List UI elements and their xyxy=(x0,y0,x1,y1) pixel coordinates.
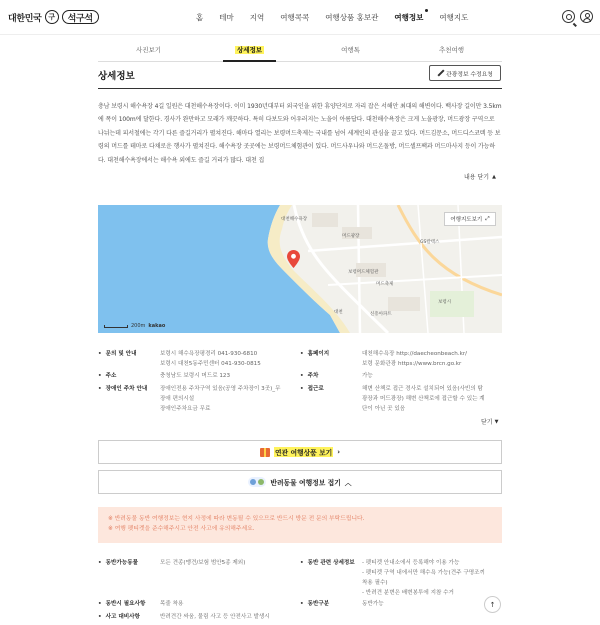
map-view-button[interactable] xyxy=(444,212,496,226)
section-divider xyxy=(98,88,502,89)
map-scale xyxy=(104,323,165,329)
logo-mark: 구 xyxy=(45,10,59,24)
tab-photos[interactable] xyxy=(98,38,199,61)
info-value: 모든 견종(맹견/보험 범안5종 제외) xyxy=(160,560,246,566)
pencil-icon xyxy=(437,70,444,77)
info-value: 단이 아닌 곳 있음 xyxy=(362,406,406,412)
description-text: 충남 보령시 해수욕장 4길 일원은 대천해수욕장이다. 이미 1930년대부터 외국인을 위한 휴양단지로 자리 잡은 서해안 최대의 해변이다. 백사장 길이만 3.5km에 폭이 100m에 달한다. 경사가 완만하고 모래가 깨끗하다. 특히 다보도와 어우러지는 노을이 아름답다. 대천해수욕장은 크게 노을광장, 머드광장 구역으로 나뉘는데 피서철에는 각기 다른 즐길거리가 펼쳐진다. 해마다 열리는 보령머드축제는 국내를 넘어 세계인의 관심을 끌고 있다. 머드김문소, 머드디스코텍 등 보령의 머드를 테마로 다채로운 행사가 펼쳐진다. 해수욕장 곳곳에는 보령머드체험관이 있다. 머드사우나와 머드온돌방, 머드셀프팩과 머드마사지 등이 가능하다. 대천해수욕장에서는 해수욕 외에도 즐길 거리가 많다. 대천 집 xyxy=(98,103,502,164)
map-label: 머드축제 xyxy=(376,282,394,287)
scroll-to-top-button[interactable] xyxy=(484,596,501,613)
gift-icon xyxy=(260,448,270,457)
related-products-label: 연관 여행상품 보기 xyxy=(274,449,333,457)
expand-icon: ⤢ xyxy=(485,215,490,222)
search-icon[interactable] xyxy=(562,10,575,23)
info-value: 착용 필수) xyxy=(362,580,388,586)
edit-request-button[interactable] xyxy=(429,65,501,81)
info-label: • 접근로 xyxy=(300,385,324,395)
map-label: 대천 xyxy=(334,310,343,315)
info-label: • 동반구분 xyxy=(300,600,329,610)
site-logo[interactable] xyxy=(8,9,99,25)
scale-label: 200m xyxy=(131,323,146,329)
collapse-content-label: 내용 닫기 xyxy=(464,174,490,181)
info-value: 장애인전용 주차구역 있음(공영 주차장이 3곳)_무 xyxy=(160,386,281,392)
scale-bar xyxy=(104,325,128,328)
info-value: 동반가능 xyxy=(362,601,384,607)
map-provider: kakao xyxy=(148,323,166,329)
info-value: 광장과 머드광장) 해변 산책로에 접근할 수 있는 계 xyxy=(362,396,485,402)
info-value: 충청남도 보령시 머드로 123 xyxy=(160,373,231,379)
tab-details[interactable] xyxy=(199,38,300,61)
info-value: - 펫티켓 구역 내에서만 해수욕 가능(견주 구명조끼 xyxy=(362,570,485,576)
map-label: 보령시 xyxy=(438,300,452,305)
map-label: GS칼텍스 xyxy=(420,240,440,245)
collapse-content-toggle[interactable] xyxy=(464,172,496,181)
map-label: 대천해수욕장 xyxy=(281,217,308,222)
section-title: 상세정보 xyxy=(98,71,135,82)
info-label: • 홈페이지 xyxy=(300,350,329,360)
top-header xyxy=(0,0,600,35)
homepage-link[interactable]: 대천해수욕장 http://daecheonbeach.kr/ xyxy=(362,351,468,357)
tab-details-label: 상세정보 xyxy=(236,46,263,54)
info-value: - 펫티켓 안내소에서 등록해야 이용 가능 xyxy=(362,560,460,566)
info-value: 가능 xyxy=(362,373,373,379)
chevron-up-icon: ︿ xyxy=(344,479,352,487)
fold-info-toggle[interactable] xyxy=(481,417,498,426)
tab-photos-label: 사진보기 xyxy=(135,46,162,54)
pet-icon xyxy=(248,477,266,487)
main-nav xyxy=(196,0,484,35)
map-canvas xyxy=(98,205,502,333)
pet-notice-box xyxy=(98,507,502,543)
notice-line: ※ 반려동물 동반 여행정보는 현지 사정에 따라 변동될 수 있으므로 반드시 방문 전 문의 부탁드립니다. xyxy=(108,516,365,522)
info-value: 보령시 해수욕장평경리 041-930-6810 xyxy=(160,351,258,357)
tab-recommend-label: 추천여행 xyxy=(438,46,465,54)
nav-travel-pick[interactable]: 여행콕콕 xyxy=(280,13,310,22)
chevron-right-icon: › xyxy=(337,448,341,456)
tab-recommend[interactable] xyxy=(401,38,502,61)
fold-info-label: 닫기 xyxy=(481,419,493,426)
map-label: 보령머드체험관 xyxy=(348,270,379,275)
info-label: • 주차 xyxy=(300,372,318,382)
info-value: - 반려견 분변은 배변봉투에 지참 수거 xyxy=(362,590,454,596)
info-label: • 주소 xyxy=(98,372,116,382)
info-label: • 동반 관련 상세정보 xyxy=(300,559,355,569)
notice-line: ※ 여행 펫티켓을 준수해주시고 안전 사고에 유의해주세요. xyxy=(108,526,255,532)
info-value: 반려견간 싸움, 물림 사고 등 안전사고 발생시 xyxy=(160,614,270,620)
info-value: 장애 편의시설 xyxy=(160,396,195,402)
homepage-link[interactable]: 보령 문화관광 https://www.brcn.go.kr xyxy=(362,361,462,367)
nav-home[interactable]: 홈 xyxy=(196,13,204,22)
nav-region[interactable]: 지역 xyxy=(249,13,265,22)
logo-word: 석구석 xyxy=(62,10,99,24)
location-map[interactable] xyxy=(98,205,502,333)
chevron-up-icon: ▲ xyxy=(492,173,496,180)
active-dot-icon xyxy=(425,9,428,12)
edit-request-label: 관광정보 수정요청 xyxy=(446,71,493,78)
info-value: 보령시 대천5동주민센터 041-930-0815 xyxy=(160,361,261,367)
info-label: • 동반가능동물 xyxy=(98,559,138,569)
info-label: • 장애인 주차 안내 xyxy=(98,385,147,395)
map-view-label: 여행지도보기 xyxy=(450,217,483,223)
pet-info-toggle-label: 반려동물 여행정보 접기 xyxy=(270,479,341,487)
info-label: • 문의 및 안내 xyxy=(98,350,137,360)
location-pin-icon xyxy=(287,250,300,268)
nav-travel-info-label: 여행정보 xyxy=(394,13,424,22)
nav-travel-map[interactable]: 여행지도 xyxy=(439,13,469,22)
info-label: • 사고 대비사항 xyxy=(98,613,140,623)
nav-travel-info[interactable] xyxy=(394,12,423,23)
arrow-up-icon: ↑ xyxy=(489,600,496,609)
nav-product-promo[interactable]: 여행상품 홍보관 xyxy=(325,13,379,22)
map-label: 신흥아파트 xyxy=(370,312,392,317)
tab-travel-talk[interactable] xyxy=(300,38,401,61)
chevron-down-icon: ▼ xyxy=(494,418,499,425)
nav-theme[interactable]: 테마 xyxy=(219,13,234,22)
map-label: 머드광장 xyxy=(342,234,360,239)
tab-travel-talk-label: 여행톡 xyxy=(341,46,360,54)
info-label: • 동반시 필요사항 xyxy=(98,600,145,610)
info-value: 목줄 착용 xyxy=(160,601,184,607)
user-icon[interactable] xyxy=(580,10,593,23)
pet-info-toggle-button[interactable] xyxy=(98,470,502,494)
info-value: 해변 산책로 접근 경사로 설치되어 있음(사빈의 탐 xyxy=(362,386,483,392)
logo-text-left: 대한민국 xyxy=(8,13,42,24)
info-value: 장애인주차요금 무료 xyxy=(160,406,211,412)
detail-tabs xyxy=(98,38,502,62)
related-products-button[interactable] xyxy=(98,440,502,464)
